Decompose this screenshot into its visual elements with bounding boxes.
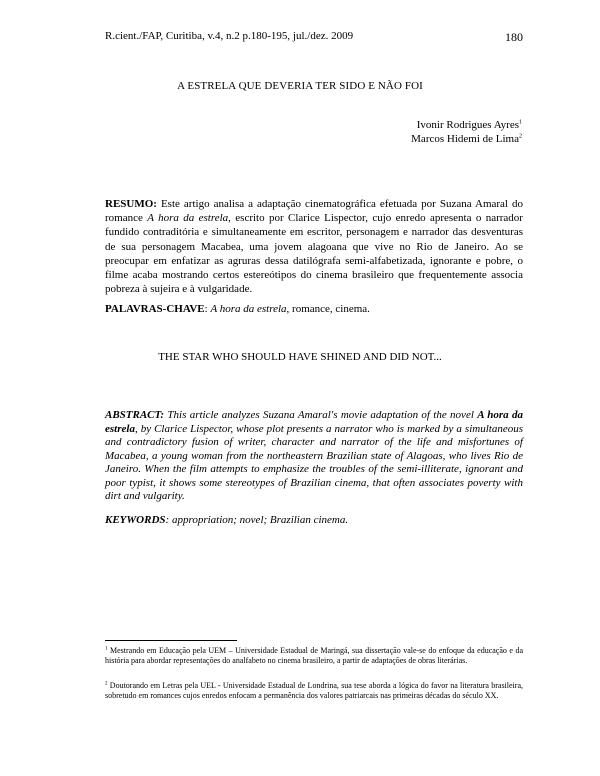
footnote-1: [105, 646, 523, 666]
footnote-mark: 1: [105, 646, 108, 652]
keywords-rest: : appropriation; novel; Brazilian cinema.: [165, 514, 349, 526]
footnote-text: Mestrando em Educação pela UEM – Universidade Estadual de Maringá, sua dissertação vale-se do enfoque da educação e da história para abordar representações do analfabeto no cinema brasileiro, a partir de adaptações de obras literárias.: [105, 646, 523, 666]
article-title: A ESTRELA QUE DEVERIA TER SIDO E NÃO FOI: [177, 80, 423, 92]
palavras-chave-work-title: A hora da estrela: [210, 303, 287, 315]
palavras-chave-sep: :: [204, 303, 211, 315]
english-title: THE STAR WHO SHOULD HAVE SHINED AND DID NOT...: [158, 351, 442, 363]
abstract-label: ABSTRACT:: [105, 409, 165, 421]
author-line: [411, 118, 522, 132]
footnote-separator: [105, 640, 237, 641]
resumo-text: Este artigo analisa a adaptação cinematográfica efetuada por Suzana Amaral do romance: [105, 198, 523, 225]
resumo-text: , escrito por Clarice Lispector, cujo enredo apresenta o narrador fundido contraditória e simultaneamente em escritor, personagem e narrador das desventuras de sua personagem Macabea, uma jovem alagoana que vive no Rio de Janeiro. Ao se preocupar em enfatizar as agruras dessa datilógrafa semi-alfabetizada, ignorante e pobre, o filme acaba mostrando certos estereótipos do cinema brasileiro que frequentemente associa pobreza à sujeira e à vulgaridade.: [105, 212, 523, 296]
running-header-citation: R.cient./FAP, Curitiba, v.4, n.2 p.180-195, jul./dez. 2009: [105, 30, 354, 42]
abstract-work-title: A hora da estrela: [105, 409, 524, 435]
palavras-chave-line: [105, 302, 523, 316]
keywords-line: [105, 513, 523, 527]
author-name: Ivonir Rodrigues Ayres: [416, 119, 519, 131]
author-block: [411, 118, 522, 146]
author-name: Marcos Hidemi de Lima: [411, 133, 519, 145]
palavras-chave-label: PALAVRAS-CHAVE: [105, 303, 205, 315]
resumo-label: RESUMO:: [105, 198, 157, 210]
resumo-paragraph: [105, 197, 523, 296]
footnote-ref[interactable]: 1: [519, 119, 522, 126]
page-number: 180: [505, 30, 523, 44]
footnote-2: [105, 681, 523, 701]
footnote-mark: 2: [105, 681, 108, 687]
footnote-text: Doutorando em Letras pela UEL - Universidade Estadual de Londrina, sua tese aborda a lógica do favor na literatura brasileira, sobretudo em romances cujos enredos enfocam a permanência dos valores patriarcais nas primeiras décadas do século XX.: [105, 681, 523, 701]
abstract-paragraph: [105, 409, 523, 504]
resumo-work-title: A hora da estrela: [147, 212, 229, 225]
footnote-ref[interactable]: 2: [519, 133, 522, 140]
author-line: [411, 132, 522, 146]
keywords-label: KEYWORDS: [105, 514, 166, 526]
abstract-text: This article analyzes Suzana Amaral's movie adaptation of the novel: [164, 409, 478, 421]
abstract-text: , by Clarice Lispector, whose plot presents a narrator who is marked by a simultaneous and contradictory fusion of writer, character and narrator of the life and misfortunes of Macabea, a young woman from the northeastern Brazilian state of Alagoas, who lives Rio de Janeiro. When the film attempts to emphasize the troubles of the semi-illiterate, ignorant and poor typist, it shows some stereotypes of Brazilian cinema, that often associates poverty with dirt and vulgarity.: [105, 422, 523, 502]
palavras-chave-rest: , romance, cinema.: [286, 303, 370, 315]
